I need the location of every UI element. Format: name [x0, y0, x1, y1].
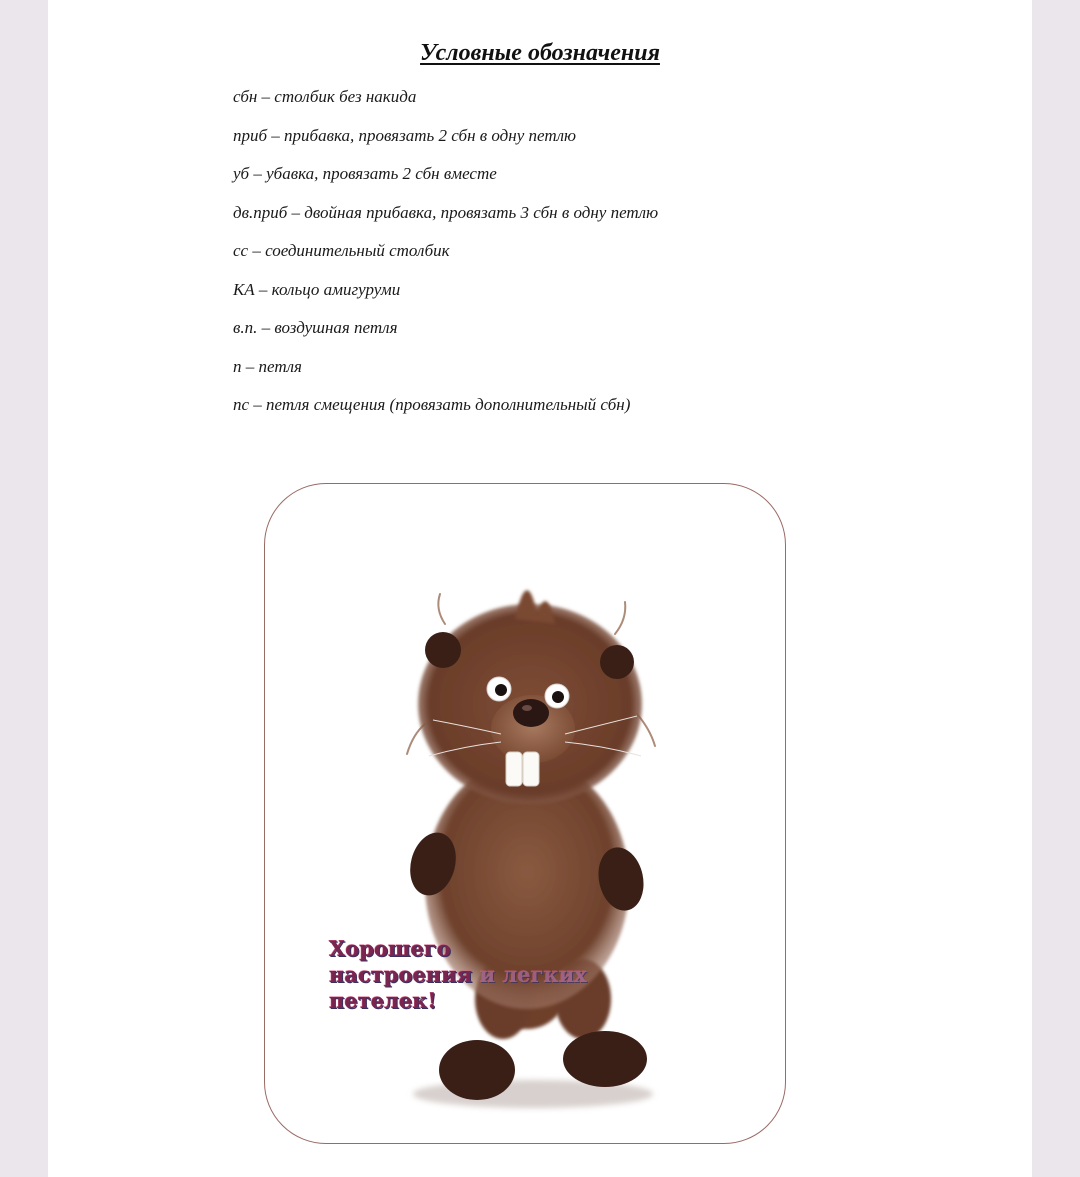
legend-item: пс – петля смещения (провязать дополнительный сбн) [233, 395, 631, 414]
legend-item: приб – прибавка, провязать 2 сбн в одну петлю [233, 125, 576, 145]
page-title: Условные обозначения [420, 40, 660, 66]
caption-line-1: Хорошего [329, 936, 451, 961]
caption-line-2a: настроения [329, 962, 473, 987]
legend-item: уб – убавка, провязать 2 сбн вместе [233, 164, 497, 183]
beaver-toy-illustration [265, 484, 786, 1144]
right-ear [600, 645, 634, 679]
caption-line-2 [329, 962, 587, 988]
right-foot [563, 1031, 647, 1087]
legend-item: сс – соединительный столбик [233, 241, 450, 260]
legend-item: дв.приб – двойная прибавка, провязать 3 сбн в одну петлю [233, 202, 659, 222]
left-ear [425, 632, 461, 668]
left-pupil [495, 684, 507, 696]
greeting-caption [329, 936, 587, 1014]
legend-item: КА – кольцо амигуруми [233, 279, 401, 299]
hair-tuft [515, 590, 555, 624]
legend-item: в.п. – воздушная петля [233, 318, 398, 337]
left-foot [439, 1040, 515, 1100]
right-pupil [552, 691, 564, 703]
legend-item: сбн – столбик без накида [233, 87, 417, 106]
caption-line-2b: и легких [472, 962, 587, 987]
caption-line-3: петелек! [329, 988, 437, 1013]
nose-highlight [522, 705, 532, 711]
left-tooth [506, 752, 522, 786]
legend-item: п – петля [233, 356, 302, 376]
nose [513, 699, 549, 727]
abbreviation-legend [233, 86, 658, 433]
right-tooth [523, 752, 539, 786]
beaver-photo-frame [264, 483, 786, 1144]
document-page [48, 0, 1032, 1177]
